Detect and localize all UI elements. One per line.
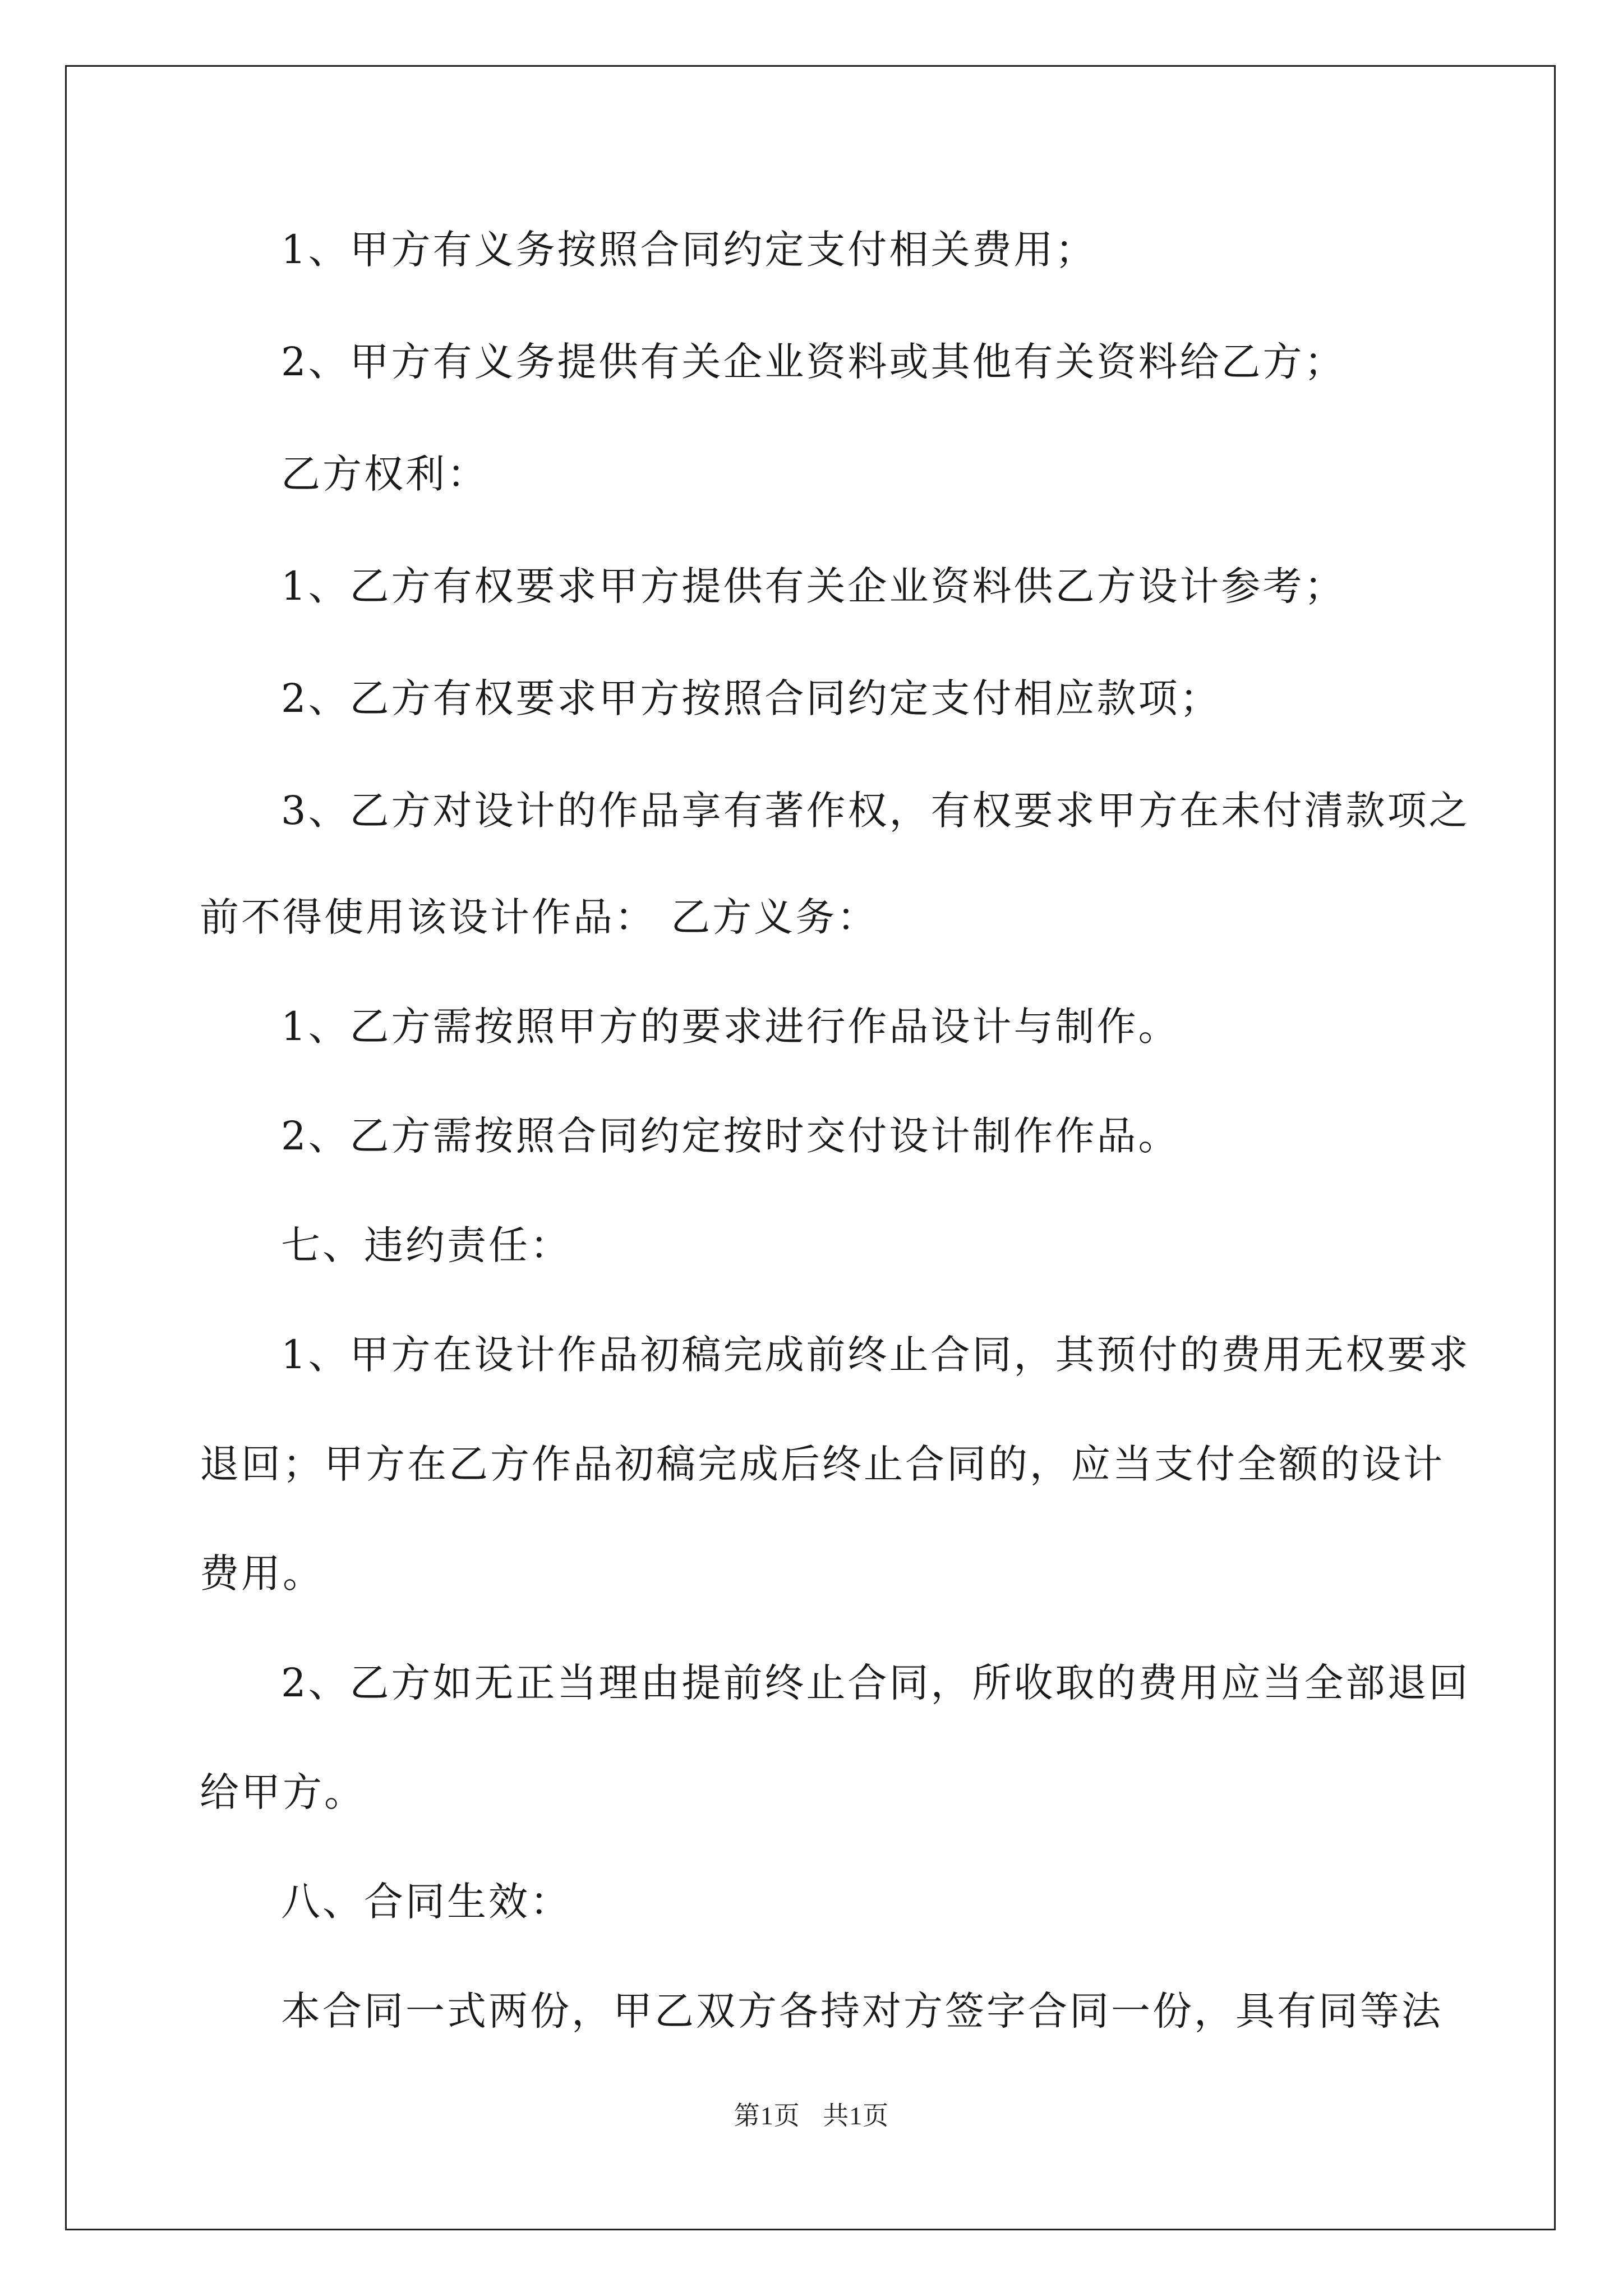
section-heading: 七、违约责任： <box>281 1222 571 1268</box>
paragraph-line: 2、乙方需按照合同约定按时交付设计制作作品。 <box>281 1113 1180 1159</box>
paragraph-line: 1、乙方需按照甲方的要求进行作品设计与制作。 <box>281 1004 1180 1050</box>
paragraph-line: 1、甲方在设计作品初稿完成前终止合同，其预付的费用无权要求 <box>281 1332 1470 1378</box>
paragraph-line: 1、甲方有义务按照合同约定支付相关费用； <box>281 227 1097 273</box>
page-total: 共1页 <box>823 2101 889 2130</box>
paragraph-line: 3、乙方对设计的作品享有著作权，有权要求甲方在未付清款项之 <box>281 788 1470 834</box>
section-heading: 八、合同生效： <box>281 1879 571 1925</box>
paragraph-line: 2、乙方如无正当理由提前终止合同，所收取的费用应当全部退回 <box>281 1660 1470 1706</box>
paragraph-line: 1、乙方有权要求甲方提供有关企业资料供乙方设计参考； <box>281 563 1346 609</box>
paragraph-line-continuation: 退回；甲方在乙方作品初稿完成后终止合同的，应当支付全额的设计 <box>200 1441 1445 1487</box>
paragraph-line-continuation: 给甲方。 <box>200 1769 366 1815</box>
paragraph-line: 本合同一式两份，甲乙双方各持对方签字合同一份，具有同等法 <box>281 1988 1443 2034</box>
paragraph-line-continuation: 费用。 <box>200 1550 324 1596</box>
page-footer <box>0 2095 1623 2132</box>
paragraph-line: 2、甲方有义务提供有关企业资料或其他有关资料给乙方； <box>281 339 1346 385</box>
paragraph-line: 2、乙方有权要求甲方按照合同约定支付相应款项； <box>281 675 1221 721</box>
section-heading: 乙方权利： <box>281 451 488 497</box>
page-number: 第1页 <box>734 2101 800 2130</box>
paragraph-line-continuation: 前不得使用该设计作品： 乙方义务： <box>200 894 879 940</box>
